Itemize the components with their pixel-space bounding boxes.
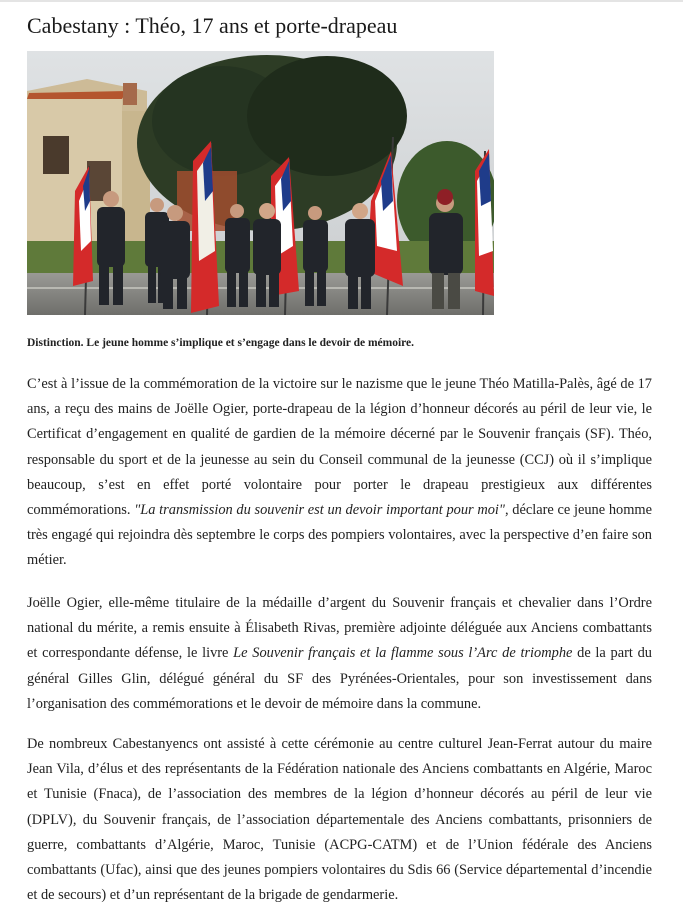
top-divider (0, 0, 683, 2)
article-paragraph-2 (27, 591, 652, 717)
article-photo (27, 51, 494, 315)
article-title: Cabestany : Théo, 17 ans et porte-drapeau (27, 13, 398, 38)
article-paragraph-1 (27, 372, 652, 574)
paragraph-1-text: C’est à l’issue de la commémoration de la victoire sur le nazisme que le jeune Théo Matilla-Palès, âgé de 17 ans, a reçu des mains de Joëlle Ogier, porte-drapeau de la légion d’honneur décorés au péril de leur vie, le Certificat d’engagement en qualité de gardien de la mémoire décerné par le Souvenir français (SF). Théo, responsable du sport et de la jeunesse au sein du Conseil communal de la jeunesse (CCJ) où il s’implique beaucoup, s’est en effet porté volontaire pour porter le drapeau prestigieux aux différentes commémorations. (27, 376, 652, 519)
book-title: Le Souvenir français et la flamme sous l’Arc de triomphe (233, 645, 573, 662)
paragraph-2-text: Joëlle Ogier, elle-même titulaire de la médaille d’argent du Souvenir français et chevalier dans l’Ordre national du mérite, a remis ensuite à Élisabeth Rivas, première adjointe déléguée aux Anciens combattants et correspondante défense, le livre (27, 595, 652, 662)
paragraph-1-end: , déclare ce jeune homme très engagé qui rejoindra dès septembre le corps des pompiers volontaires, avec la perspective d’en faire son métier. (27, 502, 652, 569)
paragraph-2-end: de la part du général Gilles Glin, délégué général du SF des Pyrénées-Orientales, pour son investissement dans l’organisation des commémorations et le devoir de mémoire dans la commune. (27, 645, 652, 712)
article-paragraph-3: De nombreux Cabestanyencs ont assisté à cette cérémonie au centre culturel Jean-Ferrat autour du maire Jean Vila, d’élus et des représentants de la Fédération nationale des Anciens combattants en Algérie, Maroc et Tunisie (Fnaca), de l’association des membres de la légion d’honneur décorés au péril de leur vie (DPLV), du Souvenir français, de l’association départementale des Anciens combattants, prisonniers de guerre, combattants d’Algérie, Maroc, Tunisie (ACPG-CATM) et de l’Union fédérale des Anciens combattants (Ufac), ainsi que des jeunes pompiers volontaires du Sdis 66 (Service départemental d’incendie et de secours) et d’un représentant de la brigade de gendarmerie. (27, 736, 652, 904)
quote: "La transmission du souvenir est un devoir important pour moi" (134, 502, 505, 519)
photo-caption: Distinction. Le jeune homme s’implique et s’engage dans le devoir de mémoire. (27, 337, 415, 349)
